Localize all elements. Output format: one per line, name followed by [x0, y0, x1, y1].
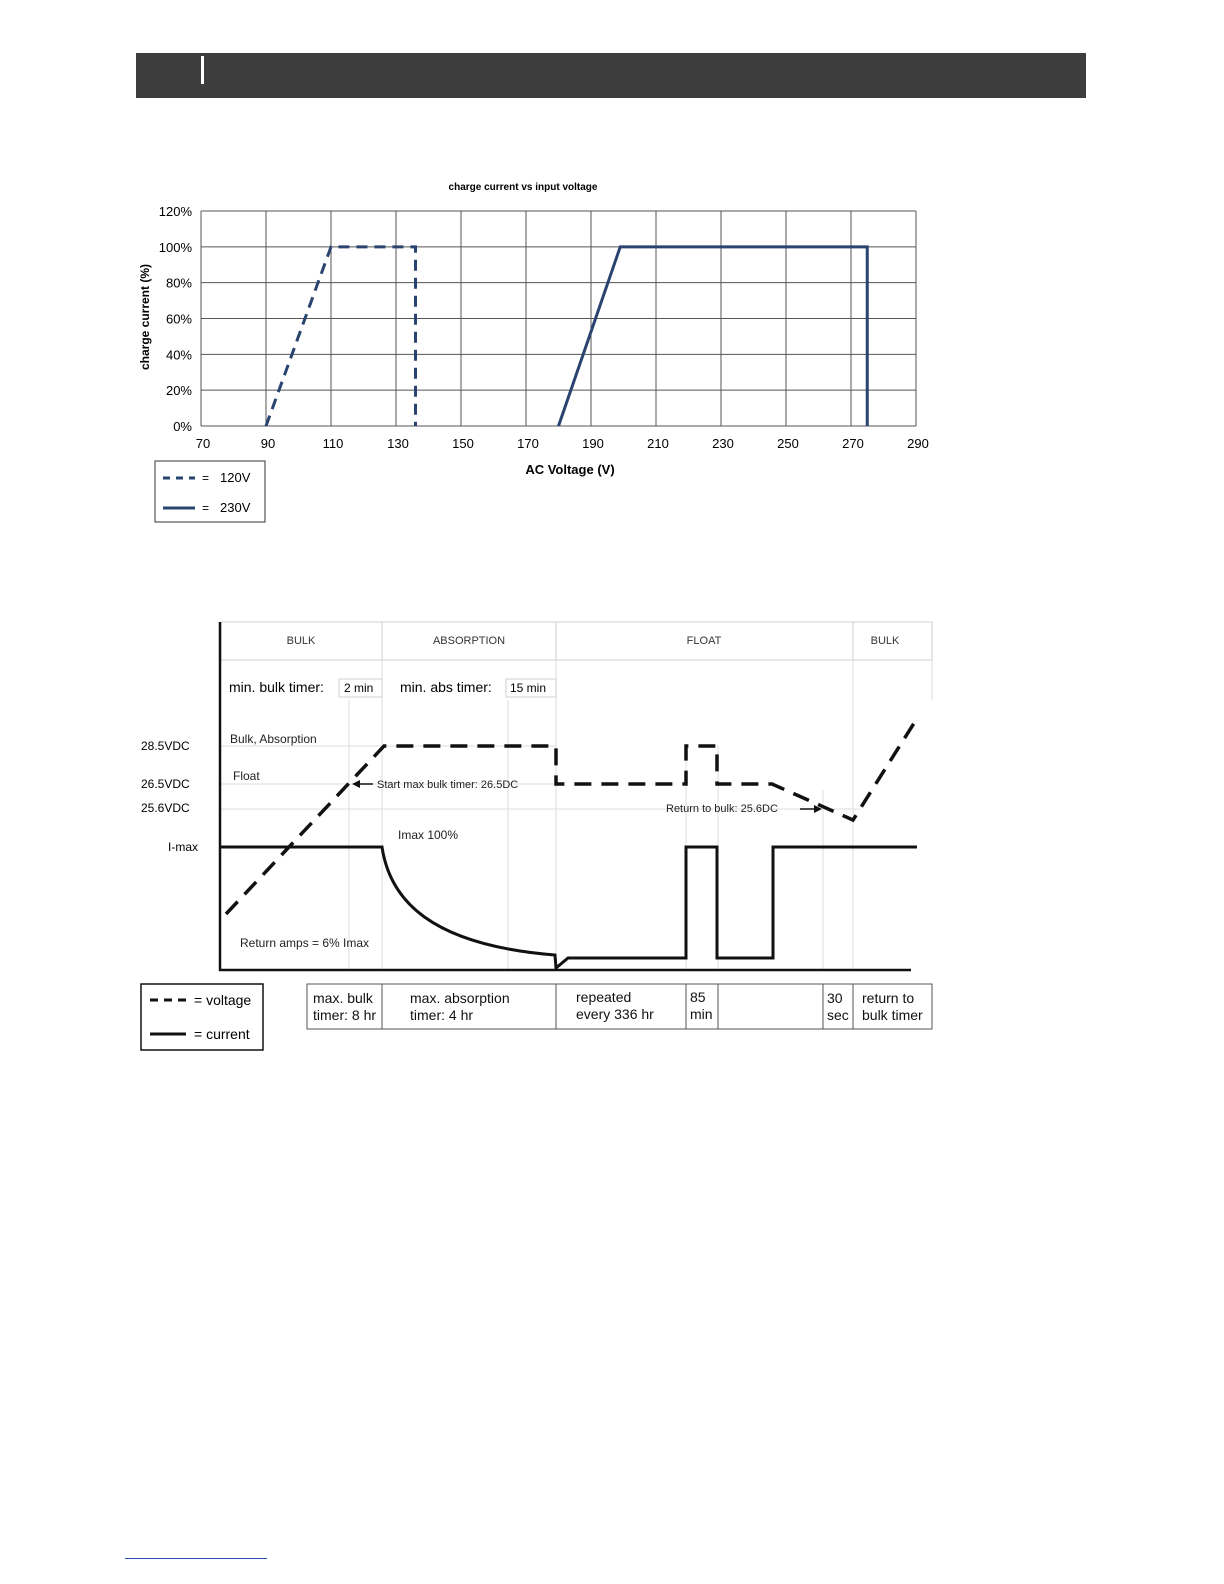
time-guides	[349, 660, 932, 970]
y-tick-0: 0%	[173, 419, 192, 434]
phase-absorption: ABSORPTION	[432, 635, 506, 647]
diagram-legend	[141, 984, 263, 1050]
x-tick-230: 230	[712, 436, 734, 451]
arrow-return-to-bulk	[800, 805, 822, 813]
min-bulk-timer	[229, 679, 382, 697]
x-tick-250: 250	[777, 436, 799, 451]
cell-30-2: sec	[827, 1007, 849, 1023]
annot-bulk-absorption: Bulk, Absorption	[230, 732, 317, 746]
footer-link-underline	[125, 1558, 267, 1559]
current-curve	[220, 847, 917, 968]
level-guides	[221, 746, 860, 809]
x-tick-290: 290	[907, 436, 929, 451]
cell-repeated-1: repeated	[576, 989, 632, 1005]
x-tick-210: 210	[647, 436, 669, 451]
legend-120v-label: 120V	[220, 470, 251, 485]
phase-header	[221, 622, 932, 660]
x-tick-190: 190	[582, 436, 604, 451]
y-tick-labels	[159, 204, 193, 434]
chart-title: charge current vs input voltage	[448, 182, 598, 193]
legend-120v-symbol: =	[202, 471, 210, 485]
annot-start-max-bulk: Start max bulk timer: 26.5DC	[377, 779, 519, 791]
y-axis-label: charge current (%)	[138, 263, 152, 371]
cell-85-2: min	[690, 1006, 713, 1022]
cell-85-1: 85	[690, 989, 706, 1005]
min-bulk-timer-label: min. bulk timer:	[229, 679, 324, 695]
x-tick-150: 150	[452, 436, 474, 451]
bottom-timer-table	[307, 984, 932, 1029]
annot-return-to-bulk: Return to bulk: 25.6DC	[666, 803, 778, 815]
voltage-curve	[226, 720, 916, 914]
chart-grid	[201, 211, 916, 426]
series-120V	[266, 247, 416, 426]
x-tick-270: 270	[842, 436, 864, 451]
x-tick-70: 70	[195, 436, 211, 451]
phase-bulk-2: BULK	[870, 635, 900, 647]
cell-max-abs-2: timer: 4 hr	[410, 1007, 474, 1023]
phase-float: FLOAT	[686, 635, 722, 647]
chart-legend	[155, 461, 265, 522]
legend-voltage-label: = voltage	[194, 992, 252, 1008]
legend-230v-label: 230V	[220, 500, 251, 515]
cell-max-abs-1: max. absorption	[410, 990, 510, 1006]
cell-repeated-2: every 336 hr	[576, 1006, 654, 1022]
y-tick-120: 120%	[158, 204, 192, 219]
x-tick-labels	[196, 436, 929, 451]
level-28-5: 28.5VDC	[141, 739, 190, 753]
level-imax: I-max	[168, 840, 198, 854]
annot-float: Float	[233, 769, 260, 783]
charge-current-chart	[0, 0, 1224, 560]
diagram-axes	[219, 622, 911, 971]
arrow-start-max-bulk	[352, 780, 373, 788]
legend-230v-symbol: =	[202, 501, 210, 515]
legend-current-label: = current	[194, 1026, 250, 1042]
level-25-6: 25.6VDC	[141, 801, 190, 815]
x-axis-label: AC Voltage (V)	[525, 462, 615, 477]
min-abs-timer-label: min. abs timer:	[400, 679, 492, 695]
annot-return-amps: Return amps = 6% Imax	[240, 936, 370, 950]
level-26-5: 26.5VDC	[141, 777, 190, 791]
cell-return-2: bulk timer	[862, 1007, 923, 1023]
min-bulk-timer-value: 2 min	[344, 681, 374, 695]
series-230V	[559, 247, 868, 426]
cell-max-bulk-2: timer: 8 hr	[313, 1007, 377, 1023]
phase-bulk-1: BULK	[286, 635, 316, 647]
y-tick-20: 20%	[165, 383, 192, 399]
cell-return-1: return to	[862, 990, 915, 1006]
min-abs-timer	[400, 679, 556, 697]
x-tick-130: 130	[387, 436, 409, 451]
x-tick-170: 170	[517, 436, 539, 451]
chart-series	[266, 247, 867, 426]
y-tick-60: 60%	[165, 311, 192, 327]
cell-max-bulk-1: max. bulk	[313, 990, 373, 1006]
cell-30-1: 30	[827, 990, 843, 1006]
min-abs-timer-value: 15 min	[510, 681, 547, 695]
x-tick-110: 110	[322, 436, 344, 451]
y-tick-80: 80%	[165, 275, 192, 291]
y-tick-40: 40%	[165, 347, 192, 363]
x-tick-90: 90	[260, 436, 276, 451]
y-tick-100: 100%	[158, 239, 192, 255]
annot-imax-100: Imax 100%	[398, 828, 459, 842]
